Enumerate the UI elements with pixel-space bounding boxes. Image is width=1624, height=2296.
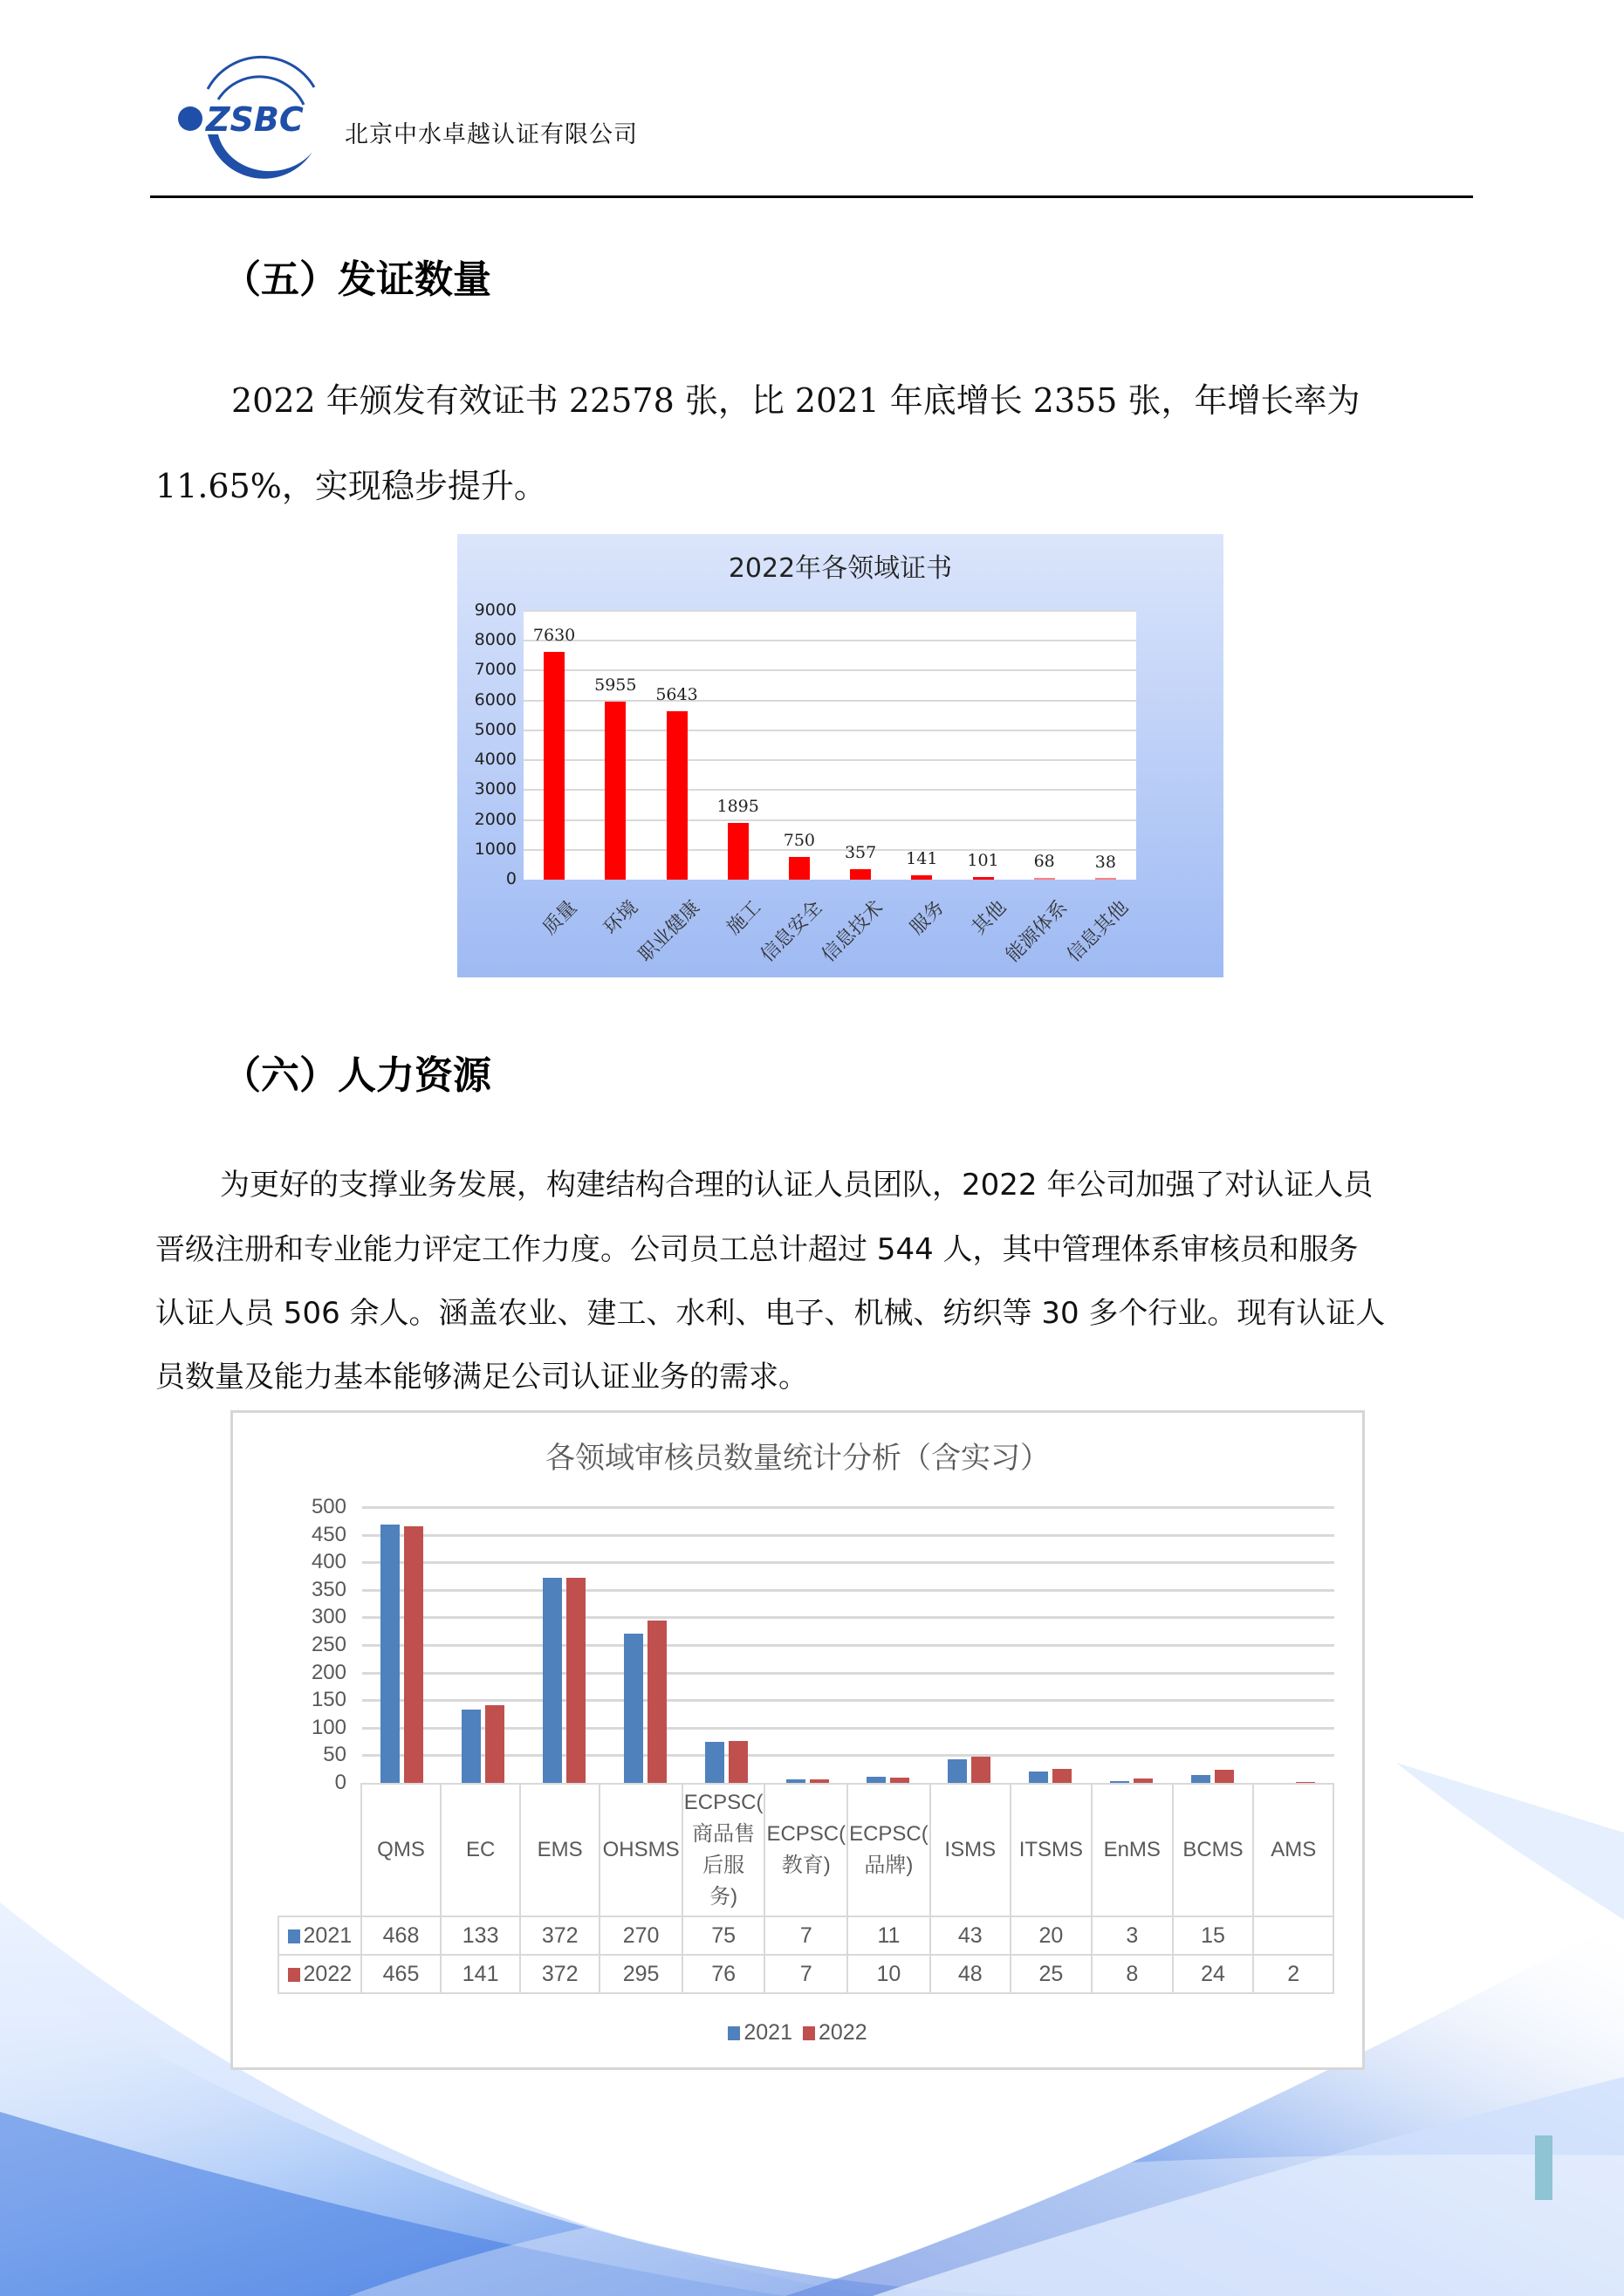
table-cell: 25	[1011, 1955, 1092, 1993]
table-row	[278, 1916, 1333, 1955]
category-header-cell: EC	[441, 1784, 520, 1916]
bar-2022	[1052, 1769, 1072, 1783]
paragraph-line: 员数量及能力基本能够满足公司认证业务的需求。	[155, 1360, 808, 1395]
table-cell: 20	[1011, 1916, 1092, 1955]
legend-item	[728, 2020, 792, 2045]
chart-title: 各领域审核员数量统计分析（含实习）	[545, 1441, 1050, 1476]
section-heading-human-resources: （六）人力资源	[223, 1053, 491, 1098]
bar-2021	[624, 1634, 643, 1783]
gridline	[362, 1672, 1334, 1675]
y-tick-label: 400	[311, 1550, 346, 1574]
table-cell: 270	[600, 1916, 682, 1955]
paragraph-line: 晋级注册和专业能力评定工作力度。公司员工总计超过 544 人，其中管理体系审核员和服务	[155, 1232, 1359, 1267]
data-label: 1895	[716, 797, 759, 817]
y-tick-label: 9000	[474, 600, 517, 620]
company-name: 北京中水卓越认证有限公司	[345, 121, 638, 148]
table-cell: 133	[441, 1916, 520, 1955]
legend-swatch-icon	[288, 1929, 300, 1943]
bar	[850, 869, 871, 880]
table-cell: 10	[847, 1955, 930, 1993]
table-cell: 48	[930, 1955, 1011, 1993]
svg-text:ZSBC: ZSBC	[206, 100, 304, 139]
y-tick-label: 7000	[474, 660, 517, 680]
table-cell: 11	[847, 1916, 930, 1955]
x-tick-label: 信息安全	[757, 896, 827, 967]
section-heading-certificates: （五）发证数量	[223, 257, 491, 302]
data-label: 750	[783, 831, 816, 851]
gridline	[362, 1616, 1334, 1619]
bar-2021	[462, 1710, 481, 1783]
page-corner-tab	[1535, 2135, 1552, 2200]
table-cell: 43	[930, 1916, 1011, 1955]
x-tick-label: 能源体系	[1001, 896, 1072, 967]
table-corner	[278, 1784, 361, 1916]
header-divider	[150, 195, 1473, 198]
data-label: 357	[844, 842, 877, 862]
bar	[1034, 878, 1055, 880]
gridline	[362, 1727, 1334, 1730]
y-tick-label: 0	[505, 869, 517, 888]
y-tick-label: 4000	[474, 750, 517, 770]
y-tick-label: 300	[311, 1605, 346, 1629]
table-cell: 2	[1253, 1955, 1333, 1993]
table-cell: 295	[600, 1955, 682, 1993]
x-tick-label: 环境	[600, 896, 643, 940]
plot-area	[524, 611, 1136, 880]
bar-2021	[867, 1777, 886, 1783]
category-header-cell: ECPSC( 教育)	[764, 1784, 847, 1916]
data-label: 38	[1094, 852, 1116, 872]
data-label: 141	[906, 849, 938, 869]
bar	[973, 877, 994, 880]
x-tick-label: 信息技术	[818, 896, 888, 967]
chart-legend	[233, 2020, 1362, 2046]
gridline	[362, 1534, 1334, 1537]
table-cell: 372	[520, 1916, 600, 1955]
bar	[1095, 878, 1116, 880]
category-header-cell: AMS	[1253, 1784, 1333, 1916]
table-cell: 3	[1092, 1916, 1173, 1955]
table-cell: 76	[682, 1955, 765, 1993]
table-cell: 7	[764, 1955, 847, 1993]
bar	[728, 823, 749, 880]
x-tick-label: 其他	[967, 896, 1011, 940]
paragraph-line: 为更好的支撑业务发展，构建结构合理的认证人员团队，2022 年公司加强了对认证人员	[220, 1168, 1374, 1203]
x-tick-label: 信息其他	[1063, 896, 1134, 967]
bar	[544, 652, 565, 880]
data-table	[278, 1783, 1334, 1994]
x-tick-label: 服务	[906, 896, 949, 940]
table-cell: 75	[682, 1916, 765, 1955]
y-tick-label: 350	[311, 1577, 346, 1601]
bar-2022	[729, 1741, 748, 1783]
gridline	[362, 1644, 1334, 1647]
table-row	[278, 1955, 1333, 1993]
y-tick-label: 150	[311, 1688, 346, 1712]
x-tick-label: 职业健康	[634, 896, 704, 967]
y-tick-label: 250	[311, 1633, 346, 1656]
table-cell: 24	[1173, 1955, 1254, 1993]
bar-2021	[948, 1759, 967, 1783]
legend-swatch-icon	[803, 2026, 815, 2040]
category-header-cell: EnMS	[1092, 1784, 1173, 1916]
series-label-cell: 2022	[278, 1955, 361, 1993]
table-cell: 8	[1092, 1955, 1173, 1993]
legend-swatch-icon	[288, 1968, 300, 1982]
y-tick-label: 100	[311, 1715, 346, 1739]
category-header-cell: BCMS	[1173, 1784, 1254, 1916]
y-tick-label: 500	[311, 1495, 346, 1518]
gridline	[362, 1506, 1334, 1509]
table-cell: 468	[361, 1916, 442, 1955]
category-header-cell: ISMS	[930, 1784, 1011, 1916]
series-label-cell: 2021	[278, 1916, 361, 1955]
category-header-cell: ITSMS	[1011, 1784, 1092, 1916]
gridline	[362, 1589, 1334, 1592]
bar-2022	[566, 1578, 586, 1783]
gridline	[524, 669, 1136, 671]
paragraph-line: 2022 年颁发有效证书 22578 张，比 2021 年底增长 2355 张，年增长率为	[231, 381, 1360, 420]
category-header-cell: ECPSC( 品牌)	[847, 1784, 930, 1916]
category-header-cell: QMS	[361, 1784, 442, 1916]
paragraph-line: 认证人员 506 余人。涵盖农业、建工、水利、电子、机械、纺织等 30 多个行业。现有认证人	[155, 1296, 1386, 1331]
y-tick-label: 8000	[474, 630, 517, 650]
x-tick-label: 质量	[538, 896, 582, 940]
y-tick-label: 6000	[474, 689, 517, 709]
bar-2021	[543, 1578, 562, 1783]
certificates-by-field-chart	[457, 534, 1223, 977]
data-label: 7630	[532, 625, 576, 645]
y-tick-label: 200	[311, 1660, 346, 1684]
y-tick-label: 50	[323, 1743, 346, 1767]
bar	[789, 857, 810, 880]
legend-item	[803, 2020, 867, 2045]
table-cell: 141	[441, 1955, 520, 1993]
bar-2022	[485, 1705, 504, 1783]
bar-2022	[648, 1621, 667, 1783]
table-header-row	[278, 1784, 1333, 1916]
y-tick-label: 2000	[474, 809, 517, 829]
y-tick-label: 450	[311, 1522, 346, 1546]
legend-label: 2022	[819, 2020, 867, 2045]
bar	[667, 711, 688, 880]
bar-2022	[404, 1526, 423, 1783]
auditors-by-field-chart	[230, 1410, 1365, 2070]
gridline	[362, 1754, 1334, 1757]
table-cell: 15	[1173, 1916, 1254, 1955]
gridline	[362, 1561, 1334, 1564]
table-cell: 7	[764, 1916, 847, 1955]
legend-swatch-icon	[728, 2026, 740, 2040]
y-tick-label: 3000	[474, 779, 517, 799]
category-header-cell: EMS	[520, 1784, 600, 1916]
bar-2021	[1191, 1775, 1210, 1783]
gridline	[524, 640, 1136, 641]
table-cell	[1253, 1916, 1333, 1955]
chart-title: 2022年各领域证书	[728, 553, 953, 584]
bar-2021	[380, 1525, 400, 1783]
data-label: 5955	[594, 675, 637, 696]
bar-2022	[971, 1757, 990, 1783]
company-logo	[173, 54, 333, 185]
data-label: 101	[967, 850, 999, 870]
gridline	[362, 1699, 1334, 1702]
y-tick-label: 0	[334, 1771, 346, 1794]
category-header-cell: ECPSC( 商品售 后服 务)	[682, 1784, 765, 1916]
bar-2021	[705, 1742, 724, 1783]
data-label: 68	[1033, 851, 1055, 871]
y-tick-label: 5000	[474, 719, 517, 739]
gridline	[524, 610, 1136, 612]
y-tick-label: 1000	[474, 839, 517, 859]
table-cell: 465	[361, 1955, 442, 1993]
paragraph-line: 11.65%，实现稳步提升。	[155, 467, 547, 505]
table-cell: 372	[520, 1955, 600, 1993]
bar	[911, 875, 932, 880]
legend-label: 2021	[743, 2020, 792, 2045]
bar-2022	[1215, 1770, 1234, 1783]
data-label: 5643	[655, 684, 698, 704]
bar	[605, 702, 626, 880]
x-tick-label: 施工	[723, 896, 765, 940]
bar-2021	[1029, 1772, 1048, 1783]
category-header-cell: OHSMS	[600, 1784, 682, 1916]
